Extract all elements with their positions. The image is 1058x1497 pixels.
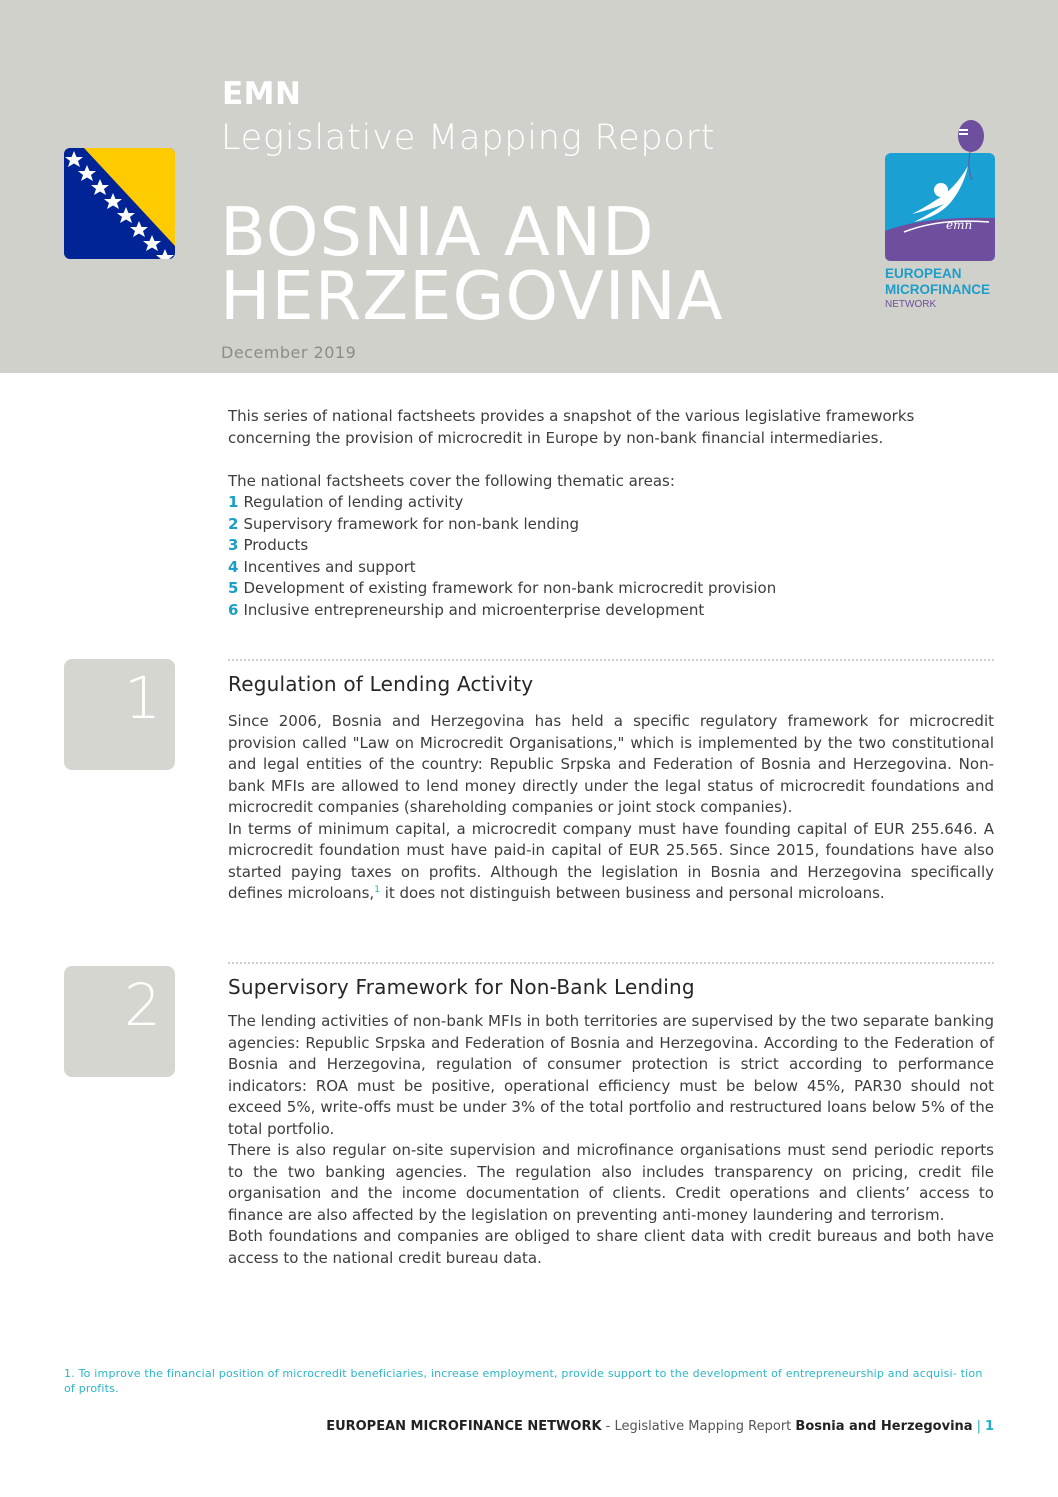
section-paragraph: The lending activities of non-bank MFIs in both territories are supervised by the two separate banking agencies: Republic Srpska and Federation of Bosnia and Herzegovina. According to the Federation of Bosnia and Herzegovina, regulation of consumer protection is strict according to performance indicators: ROA must be positive, operational efficiency must be below 45%, PAR30 should not exceed 5%, write-offs must be under 3% of the total portfolio and restructured loans below 5% of the total portfolio.	[228, 1012, 994, 1138]
logo-text-european: EUROPEAN	[885, 266, 962, 281]
area-number: 4	[228, 557, 239, 576]
section-paragraph: Since 2006, Bosnia and Herzegovina has held a specific regulatory framework for microcredit provision called "Law on Microcredit Organisations," which is implemented by the two constitutional and legal entities of the country: Republic Srpska and Federation of Bosnia and Herzegovina. Non-bank MFIs are allowed to lend money directly under the legal status of microcredit foundations and microcredit companies (shareholding companies or joint stock companies).	[228, 712, 994, 816]
list-item	[228, 600, 994, 622]
emn-logo	[884, 118, 996, 318]
intro-section	[228, 406, 994, 621]
org-short-name: EMN	[222, 76, 302, 112]
list-item	[228, 492, 994, 514]
list-item	[228, 514, 994, 536]
report-date: December 2019	[221, 343, 357, 362]
logo-text-microfinance: MICROFINANCE	[885, 281, 990, 297]
footnote-reference[interactable]: 1	[374, 885, 380, 895]
section-title: Supervisory Framework for Non-Bank Lending	[228, 975, 695, 999]
list-item	[228, 535, 994, 557]
page-footer	[326, 1419, 994, 1434]
intro-paragraph: This series of national factsheets provides a snapshot of the various legislative frameworks concerning the provision of microcredit in Europe by non-bank financial intermediaries.	[228, 407, 915, 447]
bosnia-flag-icon	[64, 148, 175, 259]
section-paragraph: Both foundations and companies are obliged to share client data with credit bureaus and both have access to the national credit bureau data.	[228, 1227, 994, 1267]
section-paragraph	[228, 819, 994, 905]
emn-wordmark: emn	[946, 218, 973, 232]
footer-report: Legislative Mapping Report	[614, 1419, 792, 1434]
section-divider	[228, 659, 994, 661]
footer-separator: -	[601, 1419, 615, 1434]
area-label: Inclusive entrepreneurship and microenterprise development	[243, 600, 705, 619]
footer-org: EUROPEAN MICROFINANCE NETWORK	[326, 1419, 602, 1434]
area-label: Incentives and support	[243, 557, 416, 576]
paragraph-text: In terms of minimum capital, a microcredit company must have founding capital of EUR 255.646. A microcredit foundation must have paid-in capital of EUR 25.565. Since 2015, foundations have also started paying taxes on profits. Although the legislation in Bosnia and Herzegovina specifically defines microloans,	[228, 819, 994, 902]
list-item	[228, 578, 994, 600]
thematic-areas-list	[228, 492, 994, 621]
footer-divider: |	[976, 1419, 981, 1434]
section-paragraph: There is also regular on-site supervision and microfinance organisations must send periodic reports to the two banking agencies. The regulation also includes transparency on pricing, credit file organisation and the income documentation of clients. Credit operations and clients’ access to finance are also affected by the legislation on preventing anti-money laundering and terrorism.	[228, 1141, 994, 1224]
area-number: 3	[228, 536, 239, 554]
area-number: 6	[228, 600, 239, 619]
intro-lead: The national factsheets cover the following thematic areas:	[228, 471, 675, 490]
report-title: Legislative Mapping Report	[221, 118, 716, 158]
paragraph-text: it does not distinguish between business and personal microloans.	[379, 884, 885, 902]
emn-balloon-logo-icon	[884, 118, 996, 263]
section-number-badge: 1	[64, 659, 175, 770]
country-title-line2: HERZEGOVINA	[220, 257, 724, 335]
list-item	[228, 557, 994, 579]
country-title	[220, 193, 724, 335]
page-number: 1	[984, 1419, 994, 1434]
logo-text-network: NETWORK	[885, 299, 937, 310]
section-body	[228, 711, 994, 905]
area-number: 2	[228, 514, 239, 533]
country-title-line1: BOSNIA AND	[220, 193, 655, 271]
area-number: 1	[228, 493, 239, 511]
section-title: Regulation of Lending Activity	[228, 672, 534, 696]
section-divider	[228, 962, 994, 964]
area-number: 5	[228, 579, 239, 597]
area-label: Development of existing framework for non-bank microcredit provision	[243, 579, 777, 597]
area-label: Products	[243, 536, 309, 554]
area-label: Supervisory framework for non-bank lending	[243, 514, 580, 533]
section-body	[228, 1011, 994, 1269]
footnote: 1. To improve the financial position of microcredit beneficiaries, increase employment, provide support to the development of entrepreneurship and acquisi- tion of profits.	[64, 1367, 983, 1395]
area-label: Regulation of lending activity	[243, 493, 464, 511]
section-number-badge: 2	[64, 966, 175, 1077]
cover-header	[0, 0, 1058, 373]
logo-wordmark	[885, 266, 990, 313]
footer-country: Bosnia and Herzegovina	[795, 1419, 973, 1434]
